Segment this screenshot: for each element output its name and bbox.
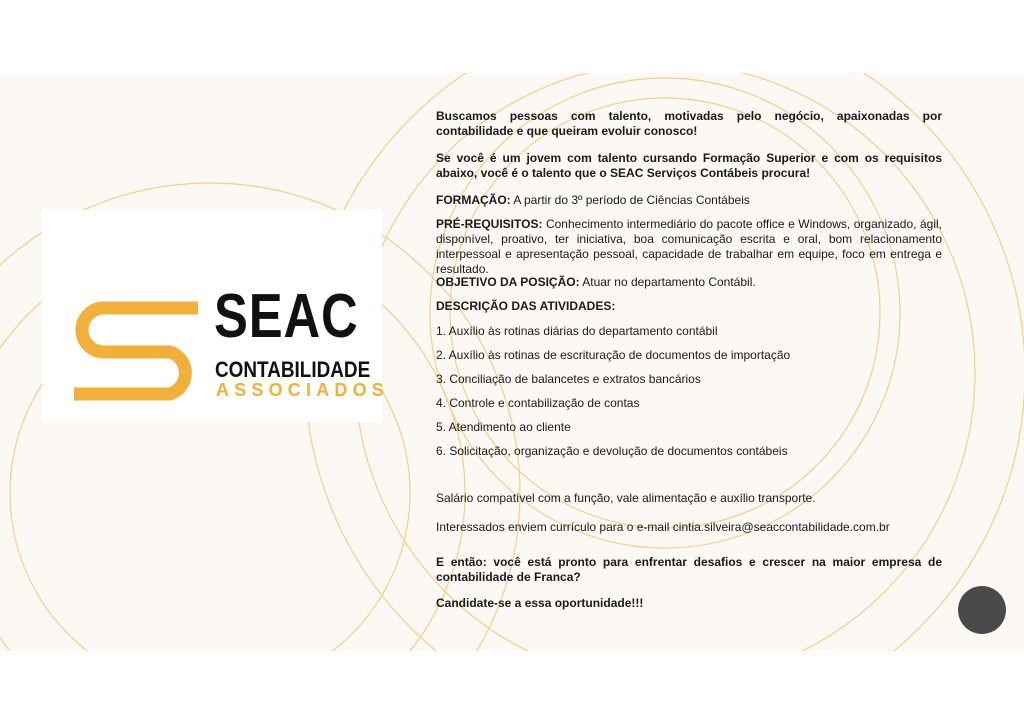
company-name: SEAC Serviços Contábeis: [610, 166, 759, 180]
email-link[interactable]: cintia.silveira@seaccontabilidade.com.br: [672, 520, 890, 534]
closing-question: E então: você está pronto para enfrentar desafios e crescer na maior empresa de contabilidade de Franca?: [436, 555, 942, 584]
logo-name: SEAC: [214, 282, 359, 351]
activity-item: 3. Conciliação de balancetes e extratos bancários: [436, 372, 701, 386]
interessados: Interessados enviem currículo para o e-mail cintia.silveira@seaccontabilidade.com.br: [436, 520, 890, 534]
seac-s-logo-icon: [70, 296, 205, 406]
call-to-action: Candidate-se a essa oportunidade!!!: [436, 596, 644, 610]
intro-paragraph-1: Buscamos pessoas com talento, motivadas pelo negócio, apaixonadas por contabilidade e que queiram evoluir conosco!: [436, 109, 942, 138]
activity-item: 2. Auxílio às rotinas de escrituração de documentos de importação: [436, 348, 791, 362]
activity-item: 4. Controle e contabilização de contas: [436, 396, 640, 410]
activity-item: 1. Auxílio às rotinas diárias do departamento contábil: [436, 324, 718, 338]
formacao: FORMAÇÃO: A partir do 3º período de Ciências Contábeis: [436, 193, 750, 207]
prerequisitos: PRÉ-REQUISITOS: Conhecimento intermediário do pacote office e Windows, organizado, ágil, disponível, proativo, ter iniciativa, boa comunicação escrita e oral, bom relacionamento interpessoal e apresentação pessoal, capacidade de trabalhar em equipe, foco em entrega e resultado.: [436, 217, 942, 276]
activity-item: 6. Solicitação, organização e devolução de documentos contábeis: [436, 444, 788, 458]
logo-line3: ASSOCIADOS: [216, 380, 390, 400]
objetivo: OBJETIVO DA POSIÇÃO: Atuar no departamento Contábil.: [436, 275, 756, 289]
logo-line2: CONTABILIDADE: [215, 357, 371, 382]
salario: Salário compatível com a função, vale alimentação e auxílio transporte.: [436, 491, 816, 505]
activity-item: 5. Atendimento ao cliente: [436, 420, 571, 434]
seac-logo: [70, 282, 390, 406]
intro-paragraph-2: Se você é um jovem com talento cursando Formação Superior e com os requisitos abaixo, você é o talento que o SEAC Serviços Contábeis procura!: [436, 151, 942, 180]
floating-circle-button[interactable]: [958, 586, 1006, 634]
descricao-heading: DESCRIÇÃO DAS ATIVIDADES:: [436, 299, 616, 313]
